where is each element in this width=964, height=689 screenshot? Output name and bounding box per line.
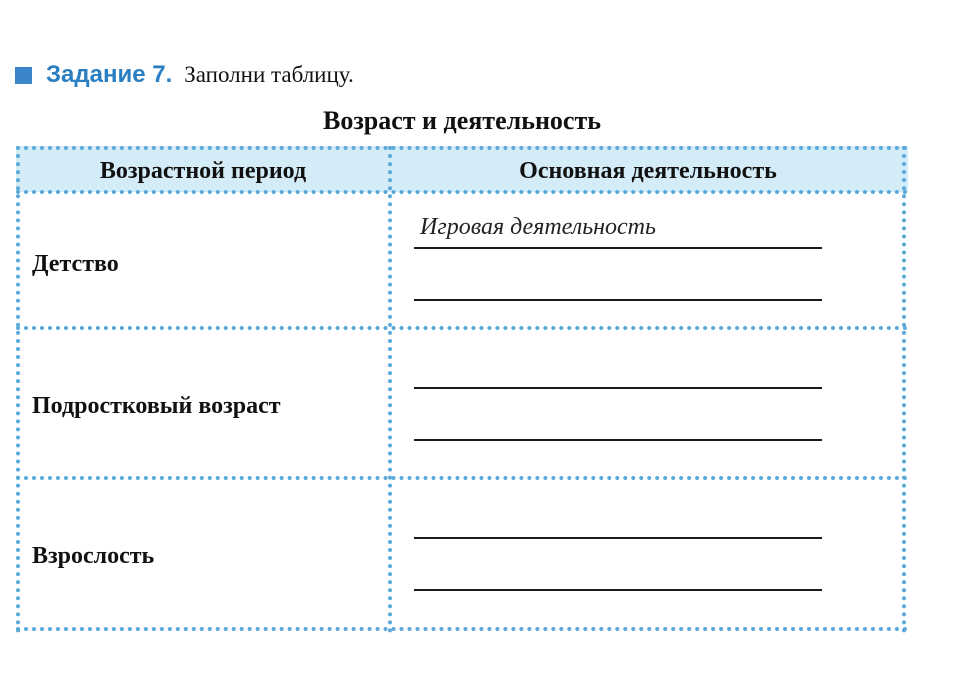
period-cell: Взрослость bbox=[32, 543, 155, 569]
table-row-divider bbox=[16, 476, 908, 480]
task-heading bbox=[15, 58, 354, 92]
column-header-activity: Основная деятельность bbox=[519, 157, 777, 184]
table-title: Возраст и деятельность bbox=[323, 106, 601, 135]
table-row-divider bbox=[16, 326, 908, 330]
square-bullet-icon bbox=[15, 67, 32, 84]
table-border-right bbox=[902, 146, 906, 633]
answer-line[interactable] bbox=[414, 247, 822, 249]
answer-line[interactable] bbox=[414, 589, 822, 591]
answer-line[interactable] bbox=[414, 537, 822, 539]
period-cell: Подростковый возраст bbox=[32, 393, 281, 419]
activity-table bbox=[16, 146, 908, 633]
table-column-divider bbox=[388, 146, 392, 633]
table-border-left bbox=[16, 146, 20, 633]
answer-line[interactable] bbox=[414, 299, 822, 301]
column-header-period: Возрастной период bbox=[99, 157, 307, 184]
task-label: Задание 7. bbox=[46, 61, 173, 88]
task-instruction: Заполни таблицу. bbox=[184, 62, 354, 87]
table-border-bottom bbox=[16, 627, 908, 631]
answer-line[interactable] bbox=[414, 387, 822, 389]
answer-line[interactable] bbox=[414, 439, 822, 441]
answer-text[interactable]: Игровая деятельность bbox=[420, 214, 656, 240]
period-cell: Детство bbox=[32, 251, 119, 277]
